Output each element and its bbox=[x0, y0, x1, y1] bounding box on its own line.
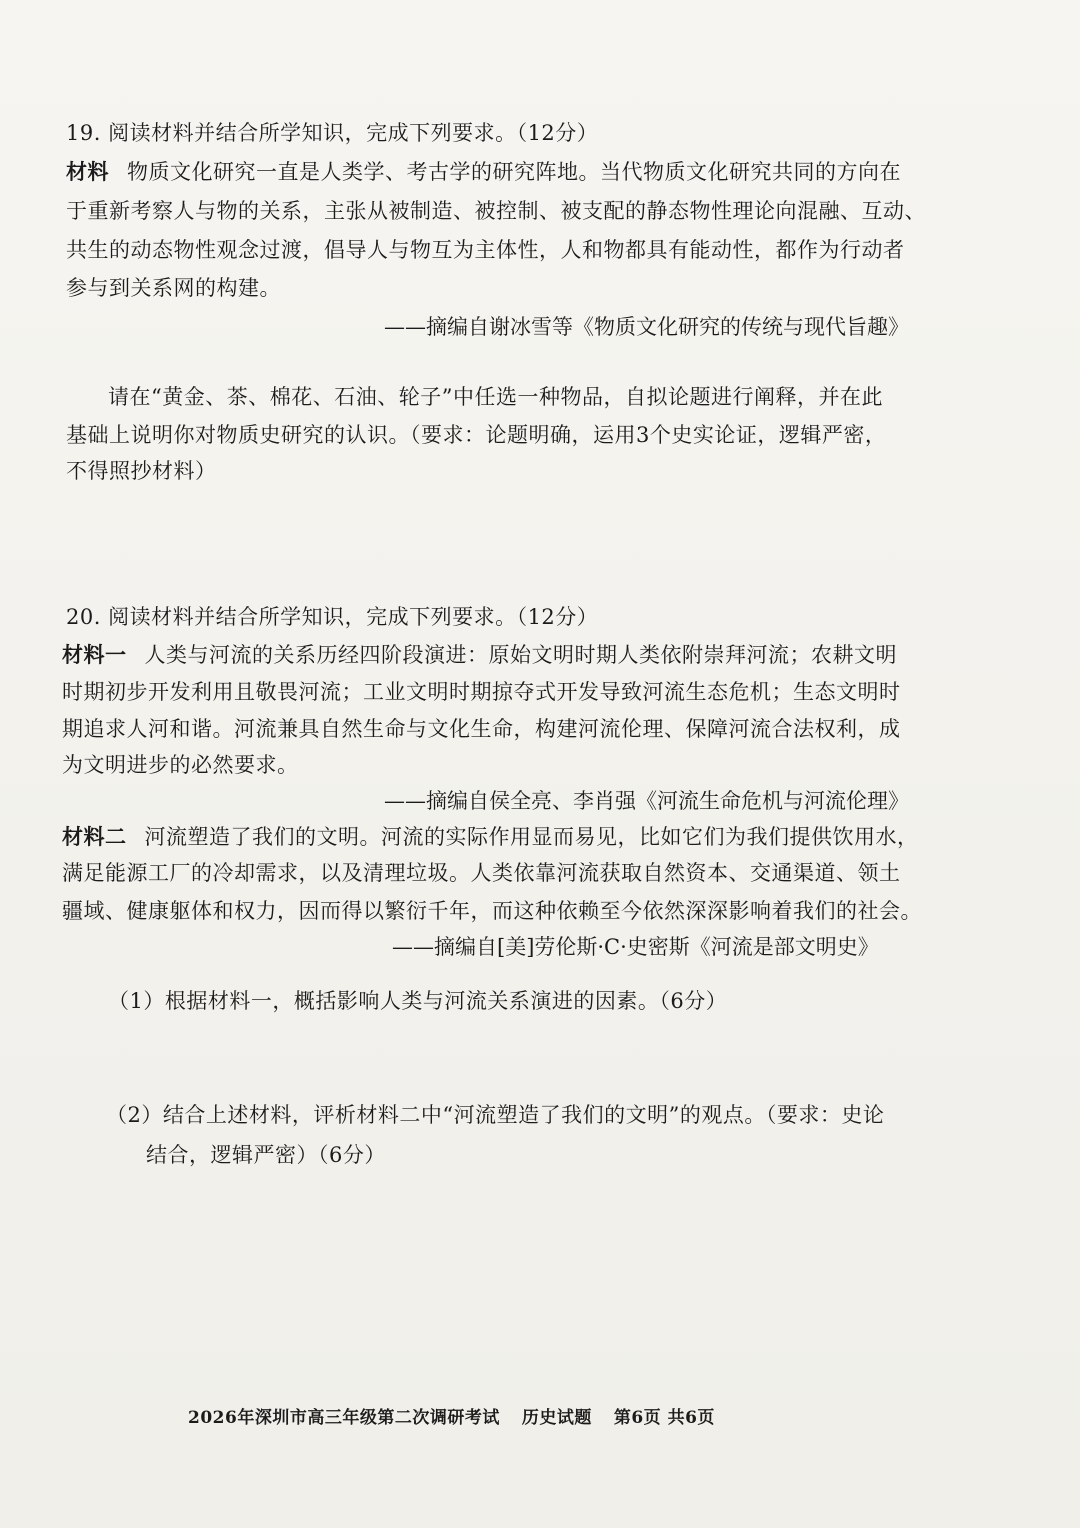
q20-material1-line-3: 期追求人河和谐。河流兼具自然生命与文化生命，构建河流伦理、保障河流合法权利，成 bbox=[62, 717, 901, 741]
footer-subject: 历史试题 bbox=[521, 1408, 592, 1428]
footer-page-info: 第6页 共6页 bbox=[613, 1408, 715, 1428]
q20-material1-line-1 bbox=[62, 640, 897, 670]
q20-material2-line-2: 满足能源工厂的冷却需求，以及清理垃圾。人类依靠河流获取自然资本、交通渠道、领土 bbox=[62, 861, 901, 885]
q19-prompt-line-3: 不得照抄材料） bbox=[66, 459, 217, 483]
q20-material2-label: 材料二 bbox=[62, 824, 127, 849]
q19-material-line-2: 于重新考察人与物的关系，主张从被制造、被控制、被支配的静态物性理论向混融、互动、 bbox=[66, 199, 926, 223]
q20-header: 20. 阅读材料并结合所学知识，完成下列要求。（12分） bbox=[66, 605, 599, 629]
q19-source: ——摘编自谢冰雪等《物质文化研究的传统与现代旨趣》 bbox=[384, 315, 909, 339]
q20-material1-label: 材料一 bbox=[62, 642, 127, 667]
page-footer bbox=[188, 1406, 737, 1430]
q19-prompt-line-1: 请在“黄金、茶、棉花、石油、轮子”中任选一种物品，自拟论题进行阐释，并在此 bbox=[108, 385, 883, 409]
q20-material2-text-1: 河流塑造了我们的文明。河流的实际作用显而易见，比如它们为我们提供饮用水， bbox=[144, 825, 919, 849]
q20-material1-line-4: 为文明进步的必然要求。 bbox=[62, 753, 299, 777]
q19-material-line-3: 共生的动态物性观念过渡，倡导人与物互为主体性，人和物都具有能动性，都作为行动者 bbox=[66, 238, 905, 262]
q19-material-label: 材料 bbox=[66, 159, 109, 184]
q20-material1-line-2: 时期初步开发利用且敬畏河流；工业文明时期掠夺式开发导致河流生态危机；生态文明时 bbox=[62, 680, 901, 704]
q19-material-line-4: 参与到关系网的构建。 bbox=[66, 276, 281, 300]
q20-sub2-line-1: （2）结合上述材料，评析材料二中“河流塑造了我们的文明”的观点。（要求：史论 bbox=[106, 1103, 885, 1127]
q19-material-line-1 bbox=[66, 157, 901, 187]
q19-header: 19. 阅读材料并结合所学知识，完成下列要求。（12分） bbox=[66, 121, 599, 145]
q20-material2-line-1 bbox=[62, 822, 919, 852]
q20-source1: ——摘编自侯全亮、李肖强《河流生命危机与河流伦理》 bbox=[384, 789, 909, 813]
q20-source2: ——摘编自[美]劳伦斯·C·史密斯《河流是部文明史》 bbox=[392, 935, 879, 959]
q19-prompt-line-2: 基础上说明你对物质史研究的认识。（要求：论题明确，运用3个史实论证，逻辑严密， bbox=[66, 423, 887, 447]
q20-material1-text-1: 人类与河流的关系历经四阶段演进：原始文明时期人类依附崇拜河流；农耕文明 bbox=[144, 643, 897, 667]
q20-material2-line-3: 疆域、健康躯体和权力，因而得以繁衍千年，而这种依赖至今依然深深影响着我们的社会。 bbox=[62, 899, 922, 923]
q19-material-text-1: 物质文化研究一直是人类学、考古学的研究阵地。当代物质文化研究共同的方向在 bbox=[127, 160, 901, 184]
q20-sub1: （1）根据材料一，概括影响人类与河流关系演进的因素。（6分） bbox=[108, 989, 728, 1013]
q20-sub2-line-2: 结合，逻辑严密）（6分） bbox=[146, 1143, 386, 1167]
footer-exam-title: 2026年深圳市高三年级第二次调研考试 bbox=[188, 1408, 500, 1428]
